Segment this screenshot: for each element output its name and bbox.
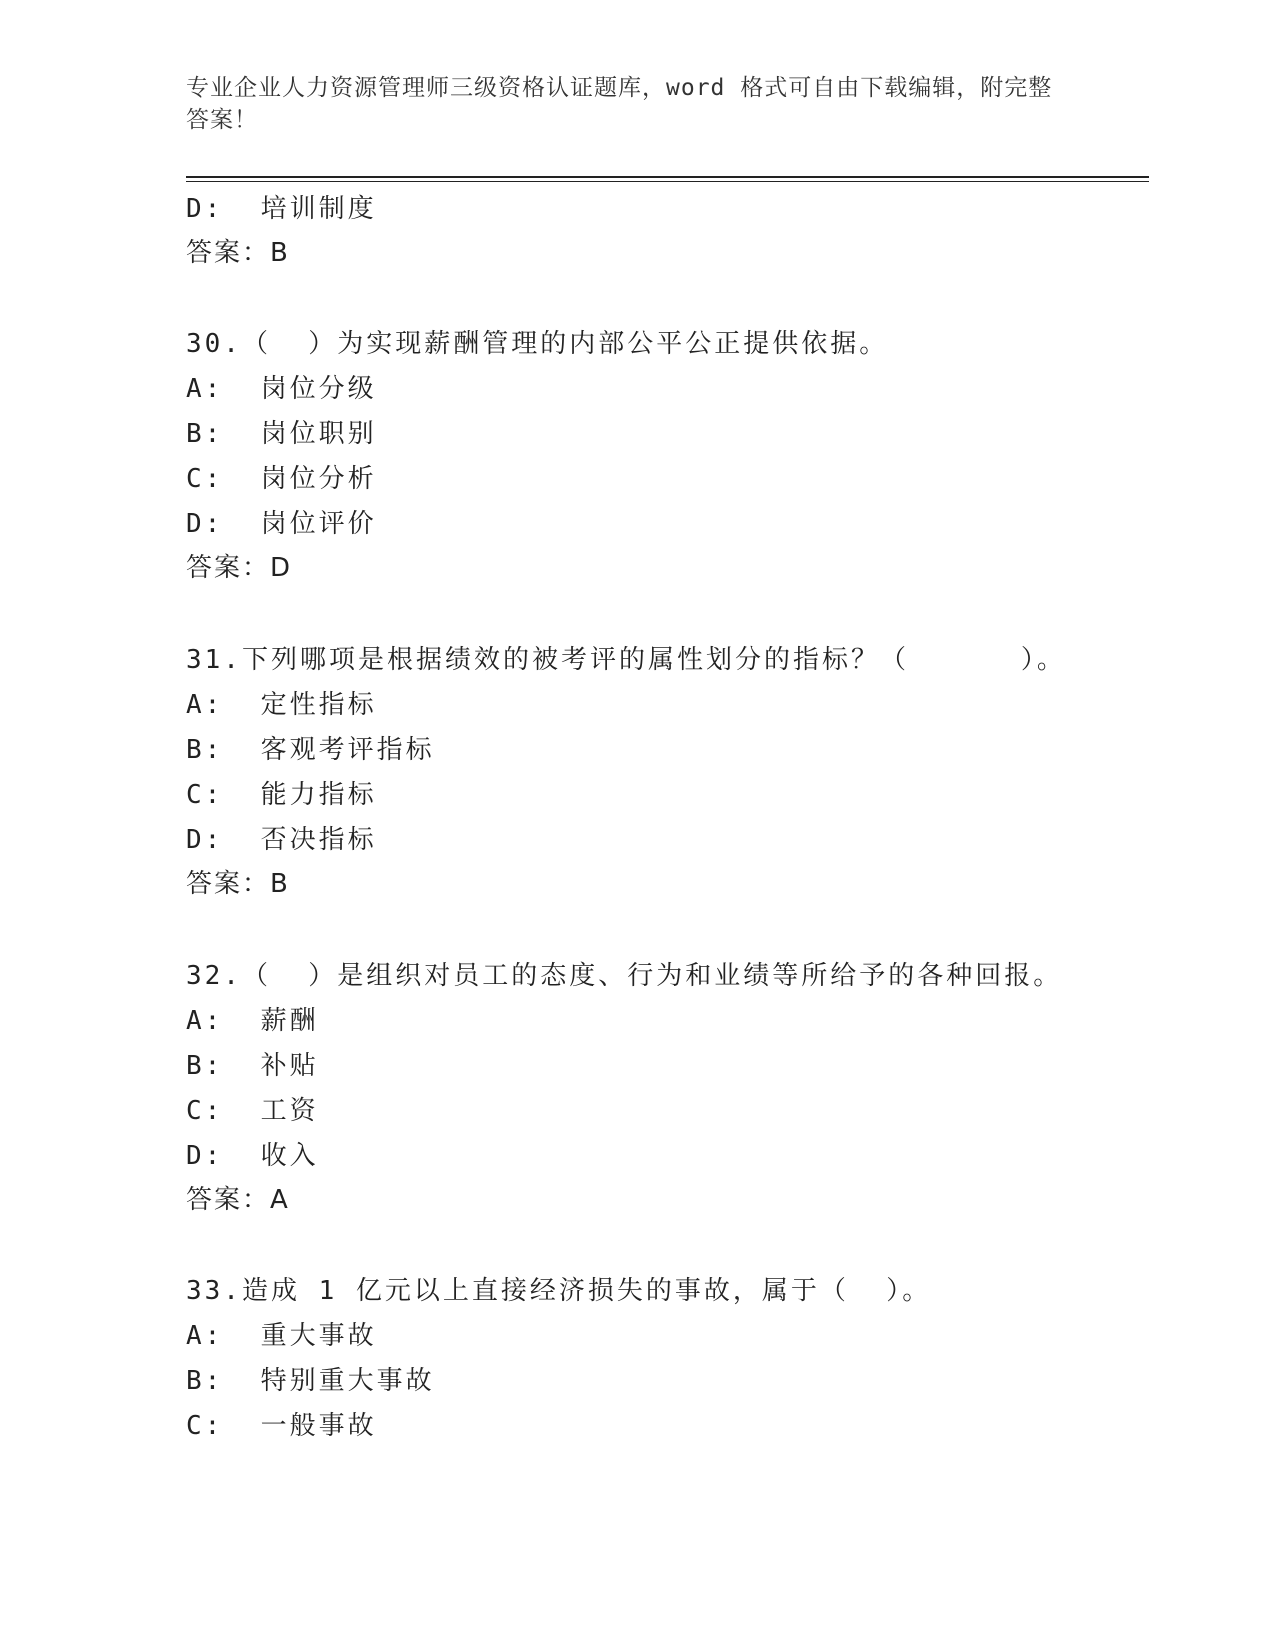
option-d: D: 岗位评价 bbox=[186, 509, 377, 539]
question-stem: 31.下列哪项是根据绩效的被考评的属性划分的指标？（ ）。 bbox=[186, 645, 1066, 675]
question-stem: 30.（ ）为实现薪酬管理的内部公平公正提供依据。 bbox=[186, 329, 889, 359]
option-b: B: 补贴 bbox=[186, 1051, 319, 1081]
answer: 答案：A bbox=[186, 1185, 290, 1215]
option-a: A: 重大事故 bbox=[186, 1321, 377, 1351]
header-rule-thick bbox=[186, 176, 1149, 178]
option-b: B: 特别重大事故 bbox=[186, 1366, 435, 1396]
header-rule-thin bbox=[186, 181, 1149, 182]
document-header: 专业企业人力资源管理师三级资格认证题库，word 格式可自由下载编辑，附完整答案！ bbox=[186, 75, 1053, 133]
question-stem: 32.（ ）是组织对员工的态度、行为和业绩等所给予的各种回报。 bbox=[186, 961, 1063, 991]
option-c: C: 岗位分析 bbox=[186, 464, 377, 494]
prev-option-d: D: 培训制度 bbox=[186, 194, 377, 224]
option-c: C: 能力指标 bbox=[186, 780, 377, 810]
answer: 答案：D bbox=[186, 553, 293, 583]
prev-answer: 答案：B bbox=[186, 238, 290, 268]
option-b: B: 岗位职别 bbox=[186, 419, 377, 449]
option-d: D: 收入 bbox=[186, 1141, 319, 1171]
answer: 答案：B bbox=[186, 869, 290, 899]
option-a: A: 岗位分级 bbox=[186, 374, 377, 404]
option-d: D: 否决指标 bbox=[186, 825, 377, 855]
option-c: C: 一般事故 bbox=[186, 1411, 377, 1441]
option-b: B: 客观考评指标 bbox=[186, 735, 435, 765]
question-stem: 33.造成 1 亿元以上直接经济损失的事故，属于（ ）。 bbox=[186, 1276, 932, 1306]
option-a: A: 定性指标 bbox=[186, 690, 377, 720]
option-a: A: 薪酬 bbox=[186, 1006, 319, 1036]
option-c: C: 工资 bbox=[186, 1096, 319, 1126]
